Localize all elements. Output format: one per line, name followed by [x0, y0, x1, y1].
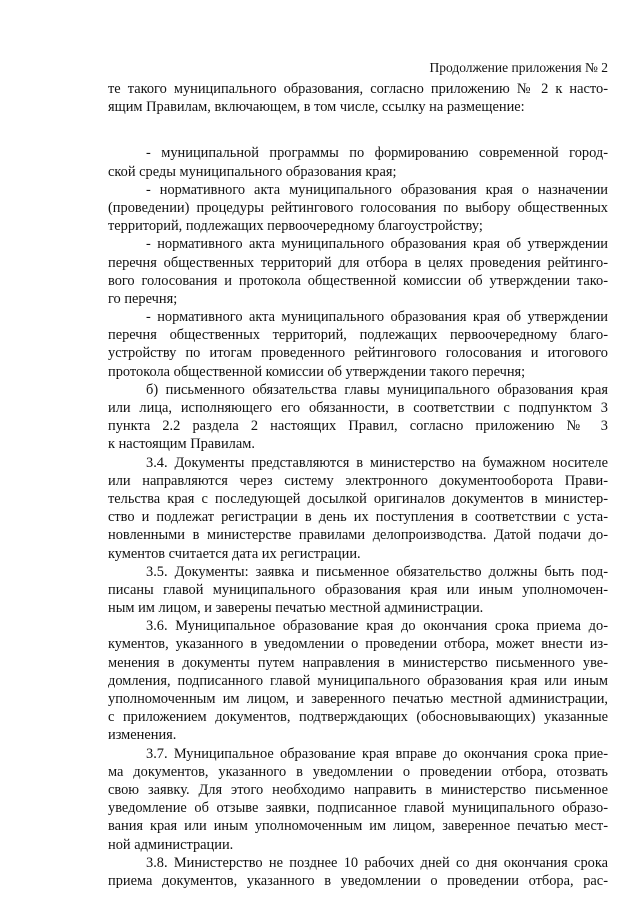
paragraph: [108, 235, 608, 308]
continuation-header: Продолжение приложения № 2: [429, 60, 608, 75]
text-line: новленными в министерстве правилами делопроизводства. Датой подачи до-: [108, 527, 608, 544]
document-body: [108, 80, 608, 890]
text-line: пункта 2.2 раздела 2 настоящих Правил, согласно приложению № 3: [108, 418, 608, 435]
text-line: ство и подлежат регистрации в день их поступления в соответствии с уста-: [108, 509, 608, 526]
text-line: к настоящим Правилам.: [108, 436, 255, 453]
text-line: или направляются через систему электронного документооборота Прави-: [108, 472, 608, 489]
text-line: протокола общественной комиссии об утверждении такого перечня;: [108, 363, 526, 380]
text-line: - муниципальной программы по формированию современной город-: [146, 145, 608, 162]
text-line: приема документов, указанного в уведомлении о проведении отбора, рас-: [108, 872, 608, 889]
text-line: с приложением документов, подтверждающих (обосновывающих) указанные: [108, 709, 608, 726]
text-line: кументов, указанного в уведомлении о проведении отбора, может внести из-: [108, 636, 608, 653]
text-line: ящим Правилам, включающем, в том числе, ссылку на размещение:: [108, 99, 525, 116]
paragraph: [108, 745, 608, 854]
text-line: или лица, исполняющего его обязанности, в соответствии с подпунктом 3: [108, 400, 608, 416]
text-line: - нормативного акта муниципального образования края об утверждении: [146, 309, 608, 326]
text-line: вого голосования и протокола общественной комиссии об утверждении тако-: [108, 272, 608, 289]
text-line: тельства края с последующей досылкой оригиналов документов в министер-: [108, 490, 608, 507]
text-line: ма документов, указанного в уведомлении о проведении отбора, отозвать: [108, 763, 608, 780]
paragraph: [108, 563, 608, 618]
text-line: ной администрации.: [108, 836, 234, 853]
text-line: устройству по итогам проведенного рейтингового голосования и итогового: [108, 345, 608, 362]
text-line: 3.5. Документы: заявка и письменное обязательство должны быть под-: [146, 563, 608, 580]
text-line: вания края или иным уполномоченным им лицом, заверенное печатью мест-: [108, 818, 608, 835]
paragraph: [108, 381, 608, 454]
paragraph: [108, 144, 608, 180]
text-line: перечня общественных территорий для отбора в целях проведения рейтинго-: [108, 254, 608, 271]
paragraph: [108, 854, 608, 890]
text-line: го перечня;: [108, 290, 178, 307]
text-line: ным им лицом, и заверены печатью местной администрации.: [108, 600, 484, 617]
paragraph: [108, 454, 608, 563]
text-line: менения в документы путем направления в министерство письменного уве-: [108, 654, 608, 671]
text-line: 3.8. Министерство не позднее 10 рабочих дней со дня окончания срока: [146, 854, 608, 871]
text-line: кументов считается дата их регистрации.: [108, 545, 361, 562]
text-line: (проведении) процедуры рейтингового голосования по выбору общественных: [108, 199, 608, 216]
paragraph: [108, 308, 608, 381]
text-line: б) письменного обязательства главы муниципального образования края: [146, 381, 608, 398]
paragraph: [108, 181, 608, 236]
text-line: 3.7. Муниципальное образование края вправе до окончания срока прие-: [146, 745, 608, 762]
text-line: изменения.: [108, 727, 177, 744]
text-line: домления, подписанного главой муниципального образования края или иным: [108, 672, 608, 689]
text-line: территорий, подлежащих первоочередному благоустройству;: [108, 218, 483, 235]
text-line: свою заявку. Для этого необходимо направить в министерство письменное: [108, 781, 608, 798]
text-line: - нормативного акта муниципального образования края о назначении: [146, 181, 608, 198]
text-line: 3.6. Муниципальное образование края до окончания срока приема до-: [146, 618, 608, 635]
text-line: - нормативного акта муниципального образования края об утверждении: [146, 236, 608, 253]
text-line: 3.4. Документы представляются в министерство на бумажном носителе: [146, 454, 608, 471]
text-line: ской среды муниципального образования края;: [108, 163, 397, 180]
text-line: перечня общественных территорий, подлежащих первоочередному благо-: [108, 327, 608, 344]
paragraph: [108, 80, 608, 116]
paragraph: [108, 617, 608, 744]
text-line: писаны главой муниципального образования края или иным уполномочен-: [108, 581, 608, 598]
text-line: уполномоченным им лицом, и заверенного печатью местной администрации,: [108, 691, 608, 707]
text-line: уведомление об отзыве заявки, подписанное главой муниципального образо-: [108, 800, 608, 817]
text-line: те такого муниципального образования, согласно приложению № 2 к насто-: [108, 81, 608, 97]
